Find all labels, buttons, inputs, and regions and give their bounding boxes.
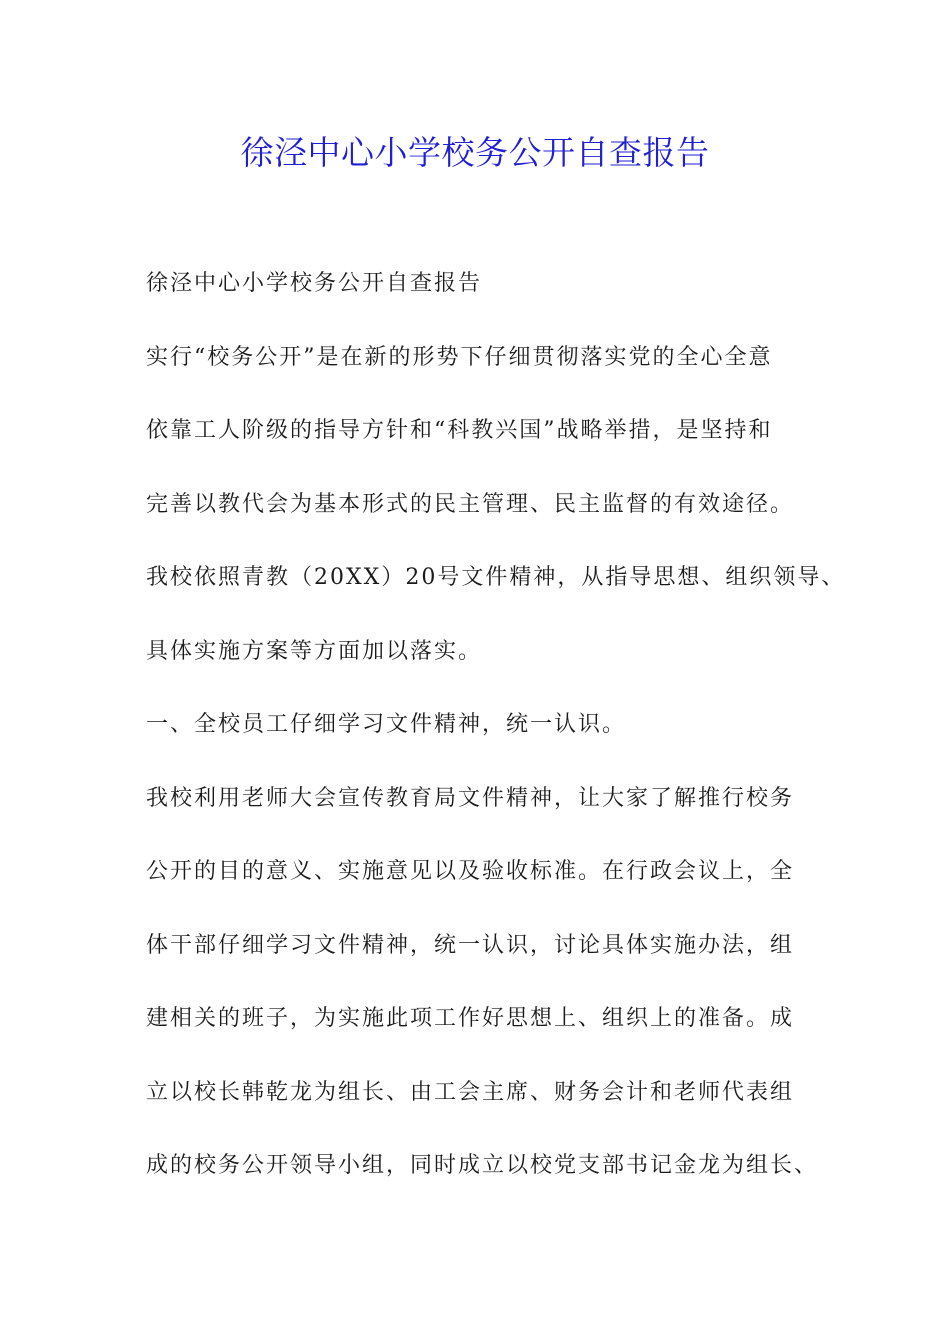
document-body — [146, 266, 846, 1222]
body-line: 我校利用老师大会宣传教育局文件精神，让大家了解推行校务 — [146, 785, 795, 811]
body-line: 徐泾中心小学校务公开自查报告 — [146, 271, 483, 296]
body-line: 实行“校务公开”是在新的形势下仔细贯彻落实党的全心全意 — [146, 344, 773, 370]
body-line: 公开的目的意义、实施意见以及验收标准。在行政会议上，全 — [146, 859, 795, 884]
document-title: 徐泾中心小学校务公开自查报告 — [240, 133, 710, 172]
body-line: 立以校长韩乾龙为组长、由工会主席、财务会计和老师代表组 — [146, 1079, 795, 1105]
body-line: 一、全校员工仔细学习文件精神，统一认识。 — [146, 712, 627, 737]
body-line: 我校依照青教（20XX）20号文件精神，从指导思想、组织领导、 — [146, 565, 846, 590]
body-line: 建相关的班子，为实施此项工作好思想上、组织上的准备。成 — [146, 1006, 795, 1031]
body-line: 完善以教代会为基本形式的民主管理、民主监督的有效途径。 — [146, 491, 795, 517]
body-line: 具体实施方案等方面加以落实。 — [146, 638, 483, 664]
body-line: 依靠工人阶级的指导方针和“科教兴国”战略举措，是坚持和 — [146, 418, 773, 443]
body-line: 成的校务公开领导小组，同时成立以校党支部书记金龙为组长、 — [146, 1153, 819, 1178]
body-line: 体干部仔细学习文件精神，统一认识，讨论具体实施办法，组 — [146, 932, 795, 958]
